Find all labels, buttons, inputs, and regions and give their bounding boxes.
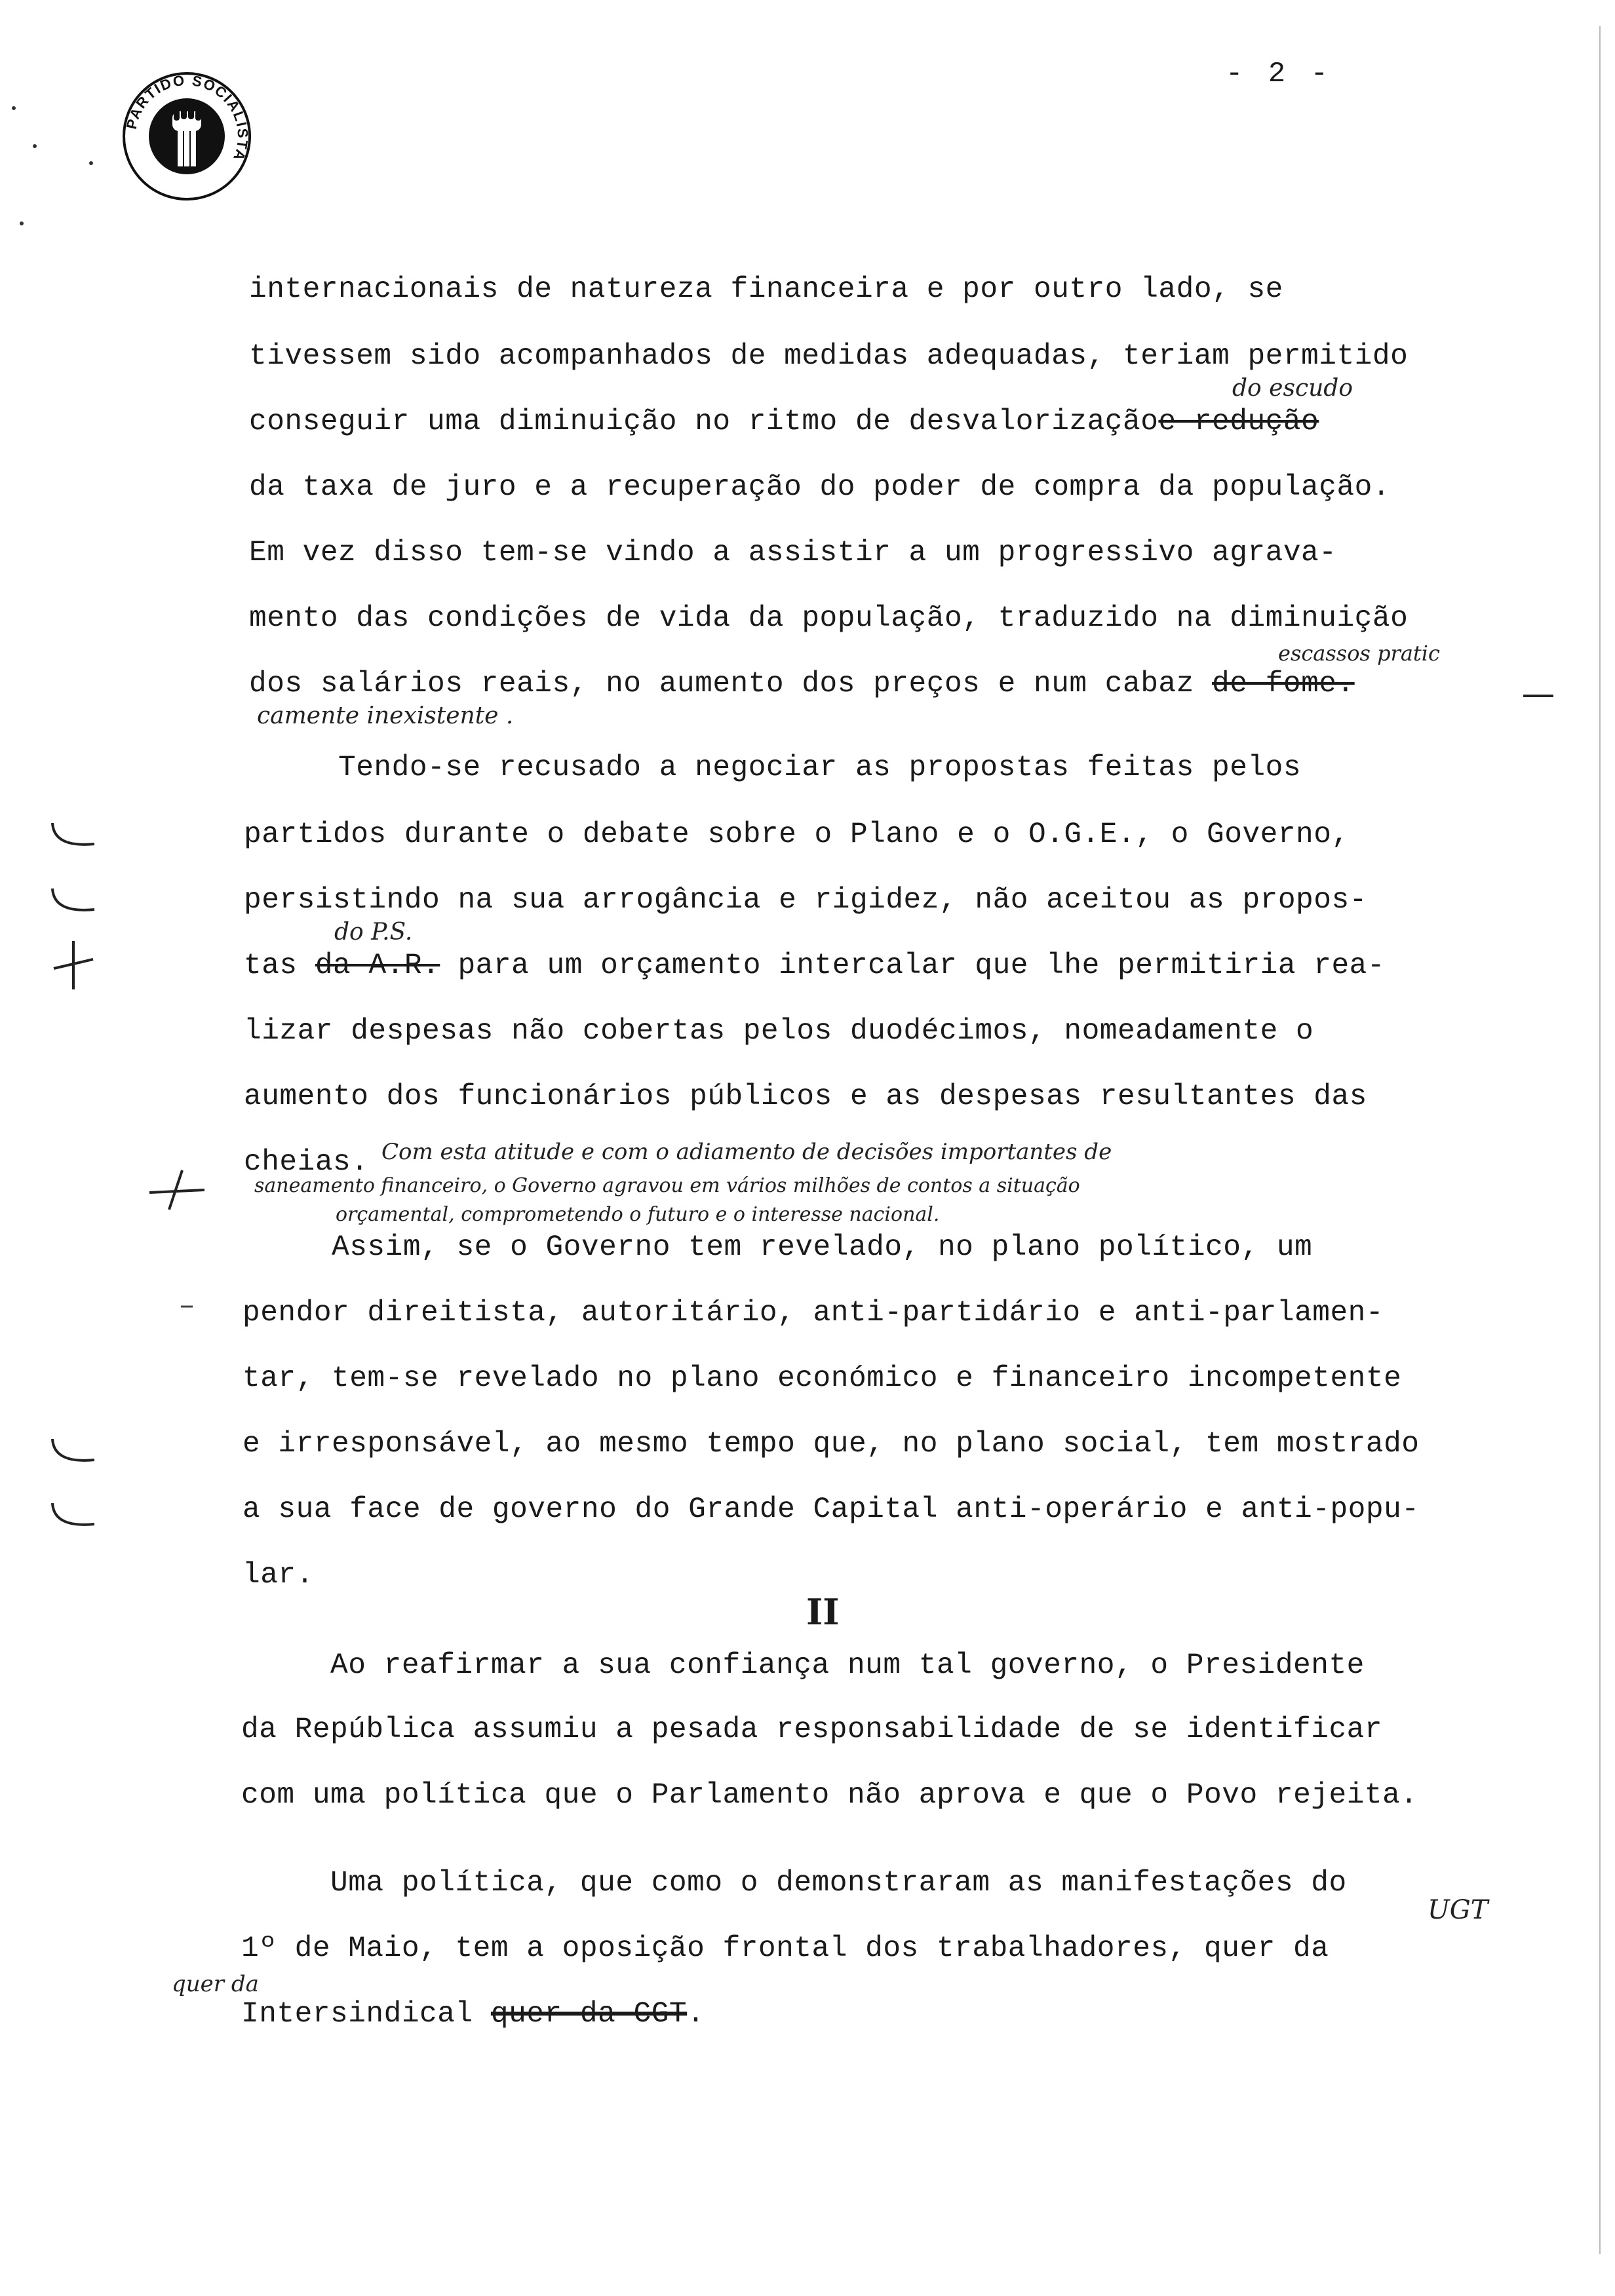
stray-mark <box>89 161 93 165</box>
text-line: Intersindical quer da CGT. <box>241 1998 705 2031</box>
text-line: lar. <box>243 1559 314 1592</box>
struck-text: da A.R. <box>315 949 440 982</box>
text-line: 1º de Maio, tem a oposição frontal dos trabalhadores, quer da <box>241 1932 1329 1965</box>
text-line: da taxa de juro e a recuperação do poder de compra da população. <box>249 471 1391 504</box>
text-line: pendor direitista, autoritário, anti-partidário e anti-parlamen- <box>243 1297 1384 1330</box>
page-edge-line <box>1599 26 1601 2254</box>
section-numeral: II <box>806 1591 840 1633</box>
text-line: aumento dos funcionários públicos e as despesas resultantes das <box>244 1081 1367 1113</box>
text-line: dos salários reais, no aumento dos preços e num cabaz de fome. <box>249 668 1355 700</box>
handwritten-note: saneamento financeiro, o Governo agravou em vários milhões de contos a situação <box>254 1174 1080 1197</box>
party-logo <box>121 71 252 202</box>
text-line: Assim, se o Governo tem revelado, no plano político, um <box>243 1231 1313 1264</box>
text-line: internacionais de natureza financeira e por outro lado, se <box>249 273 1283 306</box>
stray-mark <box>33 144 37 148</box>
page-number: - 2 - <box>1226 58 1333 90</box>
text-line: Ao reafirmar a sua confiança num tal governo, o Presidente <box>241 1649 1365 1682</box>
stray-mark <box>178 1300 198 1313</box>
text-line: lizar despesas não cobertas pelos duodécimos, nomeadamente o <box>244 1015 1314 1048</box>
margin-cross-mark <box>47 937 100 996</box>
text-line: da República assumiu a pesada responsabilidade de se identificar <box>241 1713 1383 1746</box>
text-line: cheias. <box>244 1146 369 1179</box>
struck-text: e redução <box>1158 406 1319 438</box>
handwritten-note: escassos pratic <box>1278 641 1440 666</box>
text-line: conseguir uma diminuição no ritmo de desvalorizaçãoe redução <box>249 406 1319 438</box>
text-line: persistindo na sua arrogância e rigidez, não aceitou as propos- <box>244 884 1367 917</box>
margin-check-mark <box>47 818 100 857</box>
handwritten-note: quer da <box>172 1971 259 1997</box>
text-line: Tendo-se recusado a negociar as propostas feitas pelos <box>249 752 1302 784</box>
margin-check-mark <box>47 1498 100 1537</box>
text-line: tas da A.R. para um orçamento intercalar que lhe permitiria rea- <box>244 949 1386 982</box>
text-line: tivessem sido acompanhados de medidas adequadas, teriam permitido <box>249 340 1409 373</box>
handwritten-note: UGT <box>1428 1895 1489 1925</box>
struck-text: de fome. <box>1212 668 1355 700</box>
text-line: tar, tem-se revelado no plano económico e financeiro incompetente <box>243 1362 1402 1395</box>
margin-check-mark <box>47 883 100 923</box>
stray-mark <box>20 221 24 225</box>
handwritten-note: do escudo <box>1232 375 1353 402</box>
text-line: e irresponsável, ao mesmo tempo que, no plano social, tem mostrado <box>243 1428 1420 1461</box>
text-line: mento das condições de vida da população, traduzido na diminuição <box>249 602 1409 635</box>
handwritten-note: Com esta atitude e com o adiamento de decisões importantes de <box>381 1139 1112 1165</box>
margin-dash-mark <box>1519 689 1559 702</box>
handwritten-note: do P.S. <box>334 919 413 946</box>
stray-mark <box>12 106 16 110</box>
handwritten-note: orçamental, comprometendo o futuro e o interesse nacional. <box>336 1203 940 1226</box>
margin-cross-mark <box>144 1168 210 1214</box>
logo-ring-text: PARTIDO SOCIALISTA <box>123 71 252 164</box>
margin-check-mark <box>47 1434 100 1473</box>
text-line: partidos durante o debate sobre o Plano e o O.G.E., o Governo, <box>244 818 1350 851</box>
text-line: com uma política que o Parlamento não aprova e que o Povo rejeita. <box>241 1779 1418 1812</box>
text-line: Em vez disso tem-se vindo a assistir a um progressivo agrava- <box>249 537 1337 569</box>
text-line: a sua face de governo do Grande Capital anti-operário e anti-popu- <box>243 1493 1420 1526</box>
handwritten-note: camente inexistente . <box>257 702 514 729</box>
text-line: Uma política, que como o demonstraram as manifestações do <box>241 1867 1347 1900</box>
handwritten-correction: Povo <box>1186 1779 1258 1812</box>
struck-text: quer da CGT <box>490 1998 688 2031</box>
